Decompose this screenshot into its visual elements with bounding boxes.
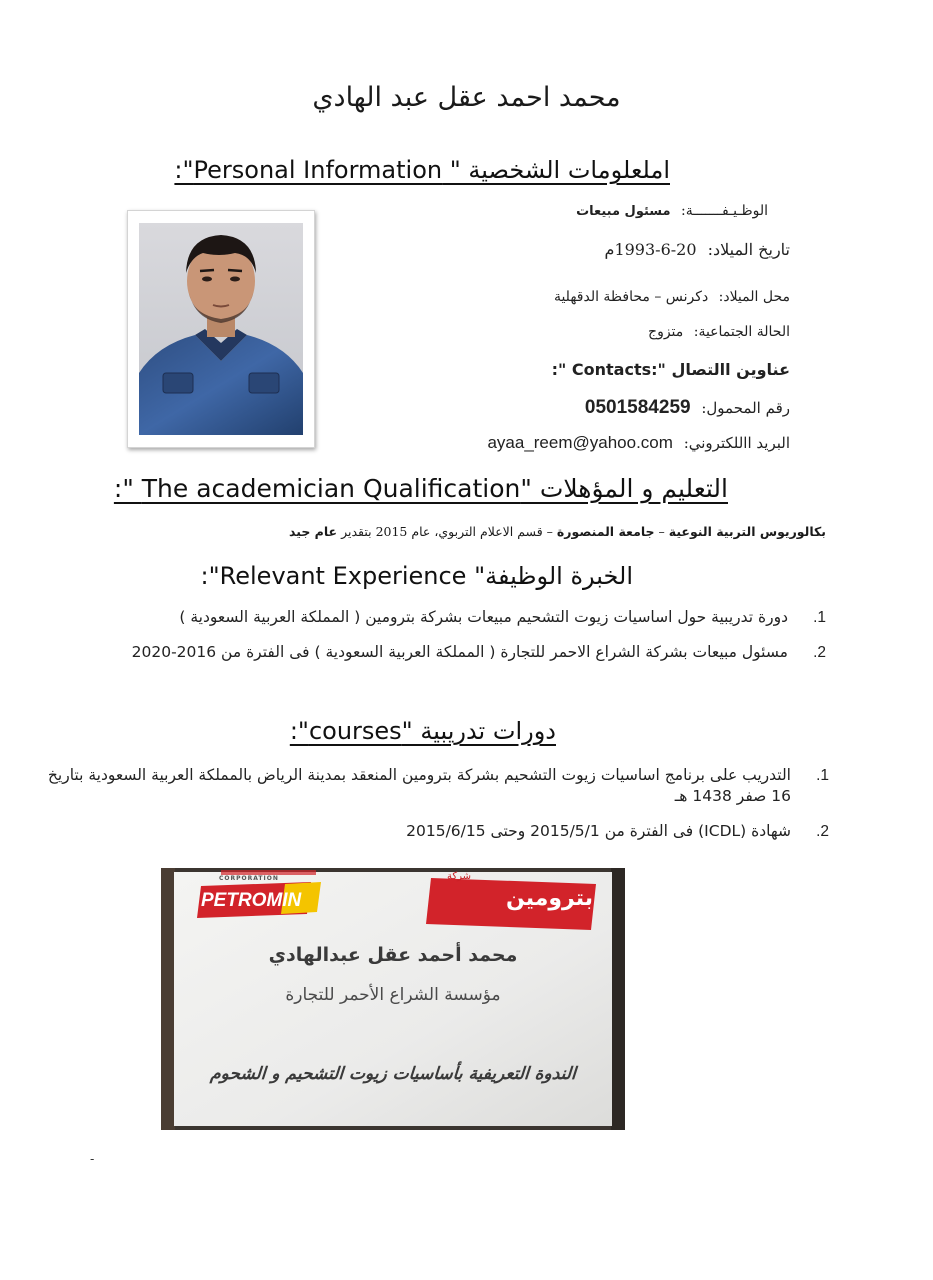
page-title: محمد احمد عقل عبد الهادي (312, 82, 621, 113)
list-number: 1. (816, 767, 829, 784)
list-number: 1. (813, 609, 826, 626)
birthplace-label: محل الميلاد: (718, 289, 790, 305)
list-item-text: مسئول مبيعات بشركة الشراع الاحمر للتجارة ( المملكة العربية السعودية ) فى الفترة من 2016-2020 (131, 643, 788, 661)
petromin-logo-arabic: بترومين (505, 886, 593, 911)
section-heading-academic: التعليم و المؤهلات "The academician Qualification ": (113, 474, 728, 503)
birthdate-label: تاريخ الميلاد: (707, 240, 790, 259)
petromin-logo: PETROMIN (201, 890, 302, 911)
petromin-logo-arabic-small: شركة (446, 871, 472, 882)
stray-mark: - (90, 1152, 95, 1166)
email-label: البريد االلكتروني: (683, 434, 790, 452)
list-number: 2. (816, 823, 829, 840)
job-value: مسئول مبيعات (576, 204, 671, 219)
birthdate-value: 20-6-1993م (604, 240, 697, 259)
list-item-text: دورة تدريبية حول اساسيات زيوت التشحيم مبيعات بشركة بترومين ( المملكة العربية السعودية ) (179, 608, 788, 626)
marital-value: متزوج (648, 324, 684, 340)
marital-label: الحالة الجتماعية: (693, 324, 790, 340)
mobile-label: رقم المحمول: (701, 399, 790, 417)
list-item-text: التدريب على برنامج اساسيات زيوت التشحيم بشركة بترومين المنعقد بمدينة الرياض بالمملكة العربية السعودية بتاريخ 16 صفر 1438 هـ (47, 766, 791, 805)
birthplace-line (370, 289, 790, 305)
experience-list (66, 607, 826, 677)
courses-list (29, 765, 829, 856)
section-heading-courses: دورات تدريبية "courses": (289, 717, 556, 745)
certificate-corp-label: CORPORATION (219, 875, 279, 882)
birthplace-value: دكرنس – محافظة الدقهلية (553, 289, 709, 305)
list-number: 2. (813, 644, 826, 661)
list-item-text: شهادة (ICDL) فى الفترة من 2015/5/1 وحتى 2015/6/15 (406, 822, 791, 840)
list-item (29, 765, 829, 807)
mobile-value: 0501584259 (584, 397, 691, 418)
certificate-organization: مؤسسة الشراع الأحمر للتجارة (285, 985, 501, 1005)
email-value: ayaa_reem@yahoo.com (487, 433, 673, 452)
degree-grade: عام جيد (289, 524, 338, 539)
contacts-heading: عناوين االتصال ":Contacts ": (551, 360, 790, 379)
certificate-seminar: الندوة التعريفية بأساسيات زيوت التشحيم و الشحوم (209, 1064, 577, 1084)
job-title-line (348, 203, 768, 219)
birthdate-line (370, 240, 790, 259)
degree-details: – قسم الاعلام التربوي، عام 2015 بتقدير (341, 524, 553, 539)
list-item (66, 642, 826, 663)
list-item (66, 607, 826, 628)
email-line (370, 433, 790, 453)
degree-line: بكالوريوس التربية النوعية – جامعة المنصورة – قسم الاعلام التربوي، عام 2015 بتقدير عام جيد (289, 524, 826, 539)
section-heading-personal: املعلومات الشخصية " Personal Information": (174, 156, 670, 184)
marital-status-line (370, 324, 790, 340)
person-photo-illustration (139, 223, 303, 435)
degree-name: بكالوريوس التربية النوعية (668, 524, 826, 539)
profile-photo (127, 210, 315, 448)
certificate-photo (161, 868, 625, 1130)
job-label: الوظـيـفـــــــة: (681, 203, 768, 219)
section-heading-experience: الخبرة الوظيفة" Relevant Experience": (200, 562, 633, 590)
certificate-name: محمد أحمد عقل عبدالهادي (268, 944, 518, 966)
mobile-line (370, 397, 790, 419)
university-name: جامعة المنصورة (556, 524, 655, 539)
list-item (29, 821, 829, 842)
